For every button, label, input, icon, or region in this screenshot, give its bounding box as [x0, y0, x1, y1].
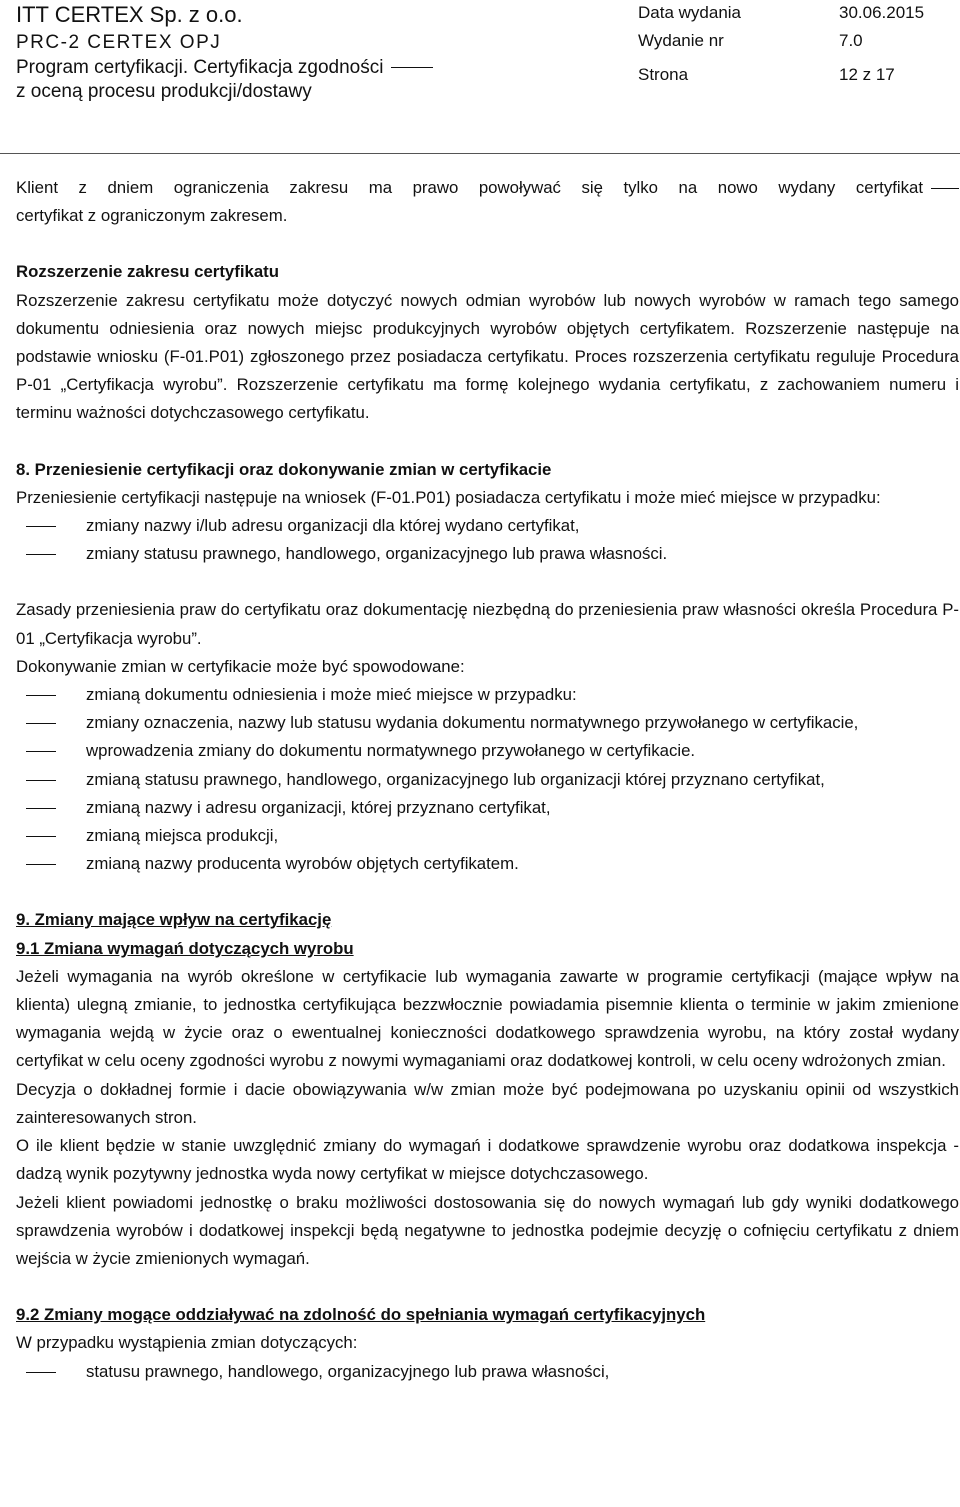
- list-item: zmiany oznaczenia, nazwy lub statusu wydania dokumentu normatywnego przywołanego w certyfikacie,: [16, 709, 959, 737]
- header-divider: [0, 153, 960, 154]
- section-9-2-heading: 9.2 Zmiany mogące oddziaływać na zdolność do spełniania wymagań certyfikacyjnych: [16, 1305, 706, 1325]
- section-8-list: [16, 512, 959, 568]
- section-9-2-intro: W przypadku wystąpienia zmian dotyczących:: [16, 1333, 358, 1353]
- meta-value: 30.06.2015: [839, 3, 925, 22]
- section-9-2-list: [16, 1358, 959, 1386]
- document-body: [16, 174, 959, 1386]
- line-dash: [923, 178, 959, 197]
- list-item: statusu prawnego, handlowego, organizacyjnego lub prawa własności,: [16, 1358, 959, 1386]
- document-code: PRC-2 CERTEX OPJ: [16, 32, 222, 53]
- program-title-text: Program certyfikacji. Certyfikacja zgodności: [16, 57, 384, 78]
- intro-line-2: certyfikat z ograniczonym zakresem.: [16, 206, 288, 226]
- document-header: [0, 0, 960, 156]
- intro-text: Klient z dniem ograniczenia zakresu ma prawo powoływać się tylko na nowo wydany certyfikat: [16, 178, 923, 197]
- title-dash: [391, 67, 433, 68]
- section-9-1-paragraph-1: Jeżeli wymagania na wyrób określone w certyfikacie lub wymagania zawarte w programie certyfikacji (mające wpływ na klienta) ulegną zmianie, to jednostka certyfikująca bezzwłocznie powiadamia pisemnie klienta o terminie w jakim zmienione wymagania wejdą w życie oraz o ewentualnej konieczności dodatkowego sprawdzenia wyrobu, na który został wydany certyfikat w celu oceny zgodności wyrobu z nowymi wymaganiami oraz dodatkowej kontroli, w celu oceny wdrożonych zmian.: [16, 966, 959, 1071]
- section-8-rules: Zasady przeniesienia praw do certyfikatu oraz dokumentację niezbędną do przeniesienia praw własności określa Procedura P-01 „Certyfikacja wyrobu”.: [16, 600, 959, 648]
- meta-value: 12 z 17: [839, 65, 895, 84]
- section-8-paragraph: Przeniesienie certyfikacji następuje na wniosek (F-01.P01) posiadacza certyfikatu i może mieć miejsce w przypadku:: [16, 487, 881, 507]
- list-item: zmiany statusu prawnego, handlowego, organizacyjnego lub prawa własności.: [16, 540, 959, 568]
- extension-paragraph: Rozszerzenie zakresu certyfikatu może dotyczyć nowych odmian wyrobów lub nowych wyrobów w ramach tego samego dokumentu odniesienia oraz nowych miejsc produkcyjnych wyrobów objętych certyfikatem. Rozszerzenie następuje na podstawie wniosku (F-01.P01) zgłoszonego przez posiadacza certyfikatu. Proces rozszerzenia certyfikatu reguluje Procedura P-01 „Certyfikacja wyrobu”. Rozszerzenie certyfikatu ma formę kolejnego wydania certyfikatu, z zachowaniem numeru i terminu ważności dotychczasowego certyfikatu.: [16, 290, 959, 423]
- spacer: [16, 878, 959, 906]
- meta-value: 7.0: [839, 31, 863, 50]
- section-9-heading: 9. Zmiany mające wpływ na certyfikację: [16, 910, 332, 930]
- meta-label: Strona: [638, 65, 689, 84]
- program-title-line2: z oceną procesu produkcji/dostawy: [16, 81, 312, 102]
- list-item: zmianą nazwy producenta wyrobów objętych certyfikatem.: [16, 850, 959, 878]
- section-9-1-paragraph-3: O ile klient będzie w stanie uwzględnić zmiany do wymagań i dodatkowe sprawdzenie wyrobu oraz dodatkowa inspekcja - dadzą wynik pozytywny jednostka wyda nowy certyfikat w miejsce dotychczasowego.: [16, 1136, 959, 1184]
- section-9-1-heading: 9.1 Zmiana wymagań dotyczących wyrobu: [16, 938, 354, 958]
- section-8-changes-list: [16, 681, 959, 878]
- list-item: wprowadzenia zmiany do dokumentu normatywnego przywołanego w certyfikacie.: [16, 737, 959, 765]
- header-left: [16, 0, 433, 104]
- meta-label: Data wydania: [638, 3, 742, 22]
- spacer: [16, 230, 959, 258]
- section-8-changes-intro: Dokonywanie zmian w certyfikacie może być spowodowane:: [16, 656, 465, 676]
- section-9-1-paragraph-4: Jeżeli klient powiadomi jednostkę o braku możliwości dostosowania się do nowych wymagań lub gdy wyniki dodatkowego sprawdzenia wyrobów i dodatkowej inspekcji będą negatywne to jednostka podejmie decyzję o cofnięciu certyfikatu z dniem wejścia w życie zmienionych wymagań.: [16, 1192, 959, 1268]
- extension-heading: Rozszerzenie zakresu certyfikatu: [16, 262, 280, 282]
- program-title-line1: [16, 56, 433, 80]
- meta-label: Wydanie nr: [638, 31, 724, 50]
- intro-line: [16, 174, 959, 202]
- list-item: zmianą dokumentu odniesienia i może mieć miejsce w przypadku:: [16, 681, 959, 709]
- list-item: zmianą miejsca produkcji,: [16, 822, 959, 850]
- section-8-heading: 8. Przeniesienie certyfikacji oraz dokonywanie zmian w certyfikacie: [16, 459, 552, 479]
- spacer: [16, 1273, 959, 1301]
- spacer: [16, 568, 959, 596]
- list-item: zmiany nazwy i/lub adresu organizacji dla której wydano certyfikat,: [16, 512, 959, 540]
- list-item: zmianą nazwy i adresu organizacji, której przyznano certyfikat,: [16, 794, 959, 822]
- section-9-1-paragraph-2: Decyzja o dokładnej formie i dacie obowiązywania w/w zmian może być podejmowana po uzyskaniu opinii od wszystkich zainteresowanych stron.: [16, 1079, 959, 1127]
- spacer: [16, 428, 959, 456]
- list-item: zmianą statusu prawnego, handlowego, organizacyjnego lub organizacji której przyznano certyfikat,: [16, 766, 959, 794]
- company-name: ITT CERTEX Sp. z o.o.: [16, 2, 243, 27]
